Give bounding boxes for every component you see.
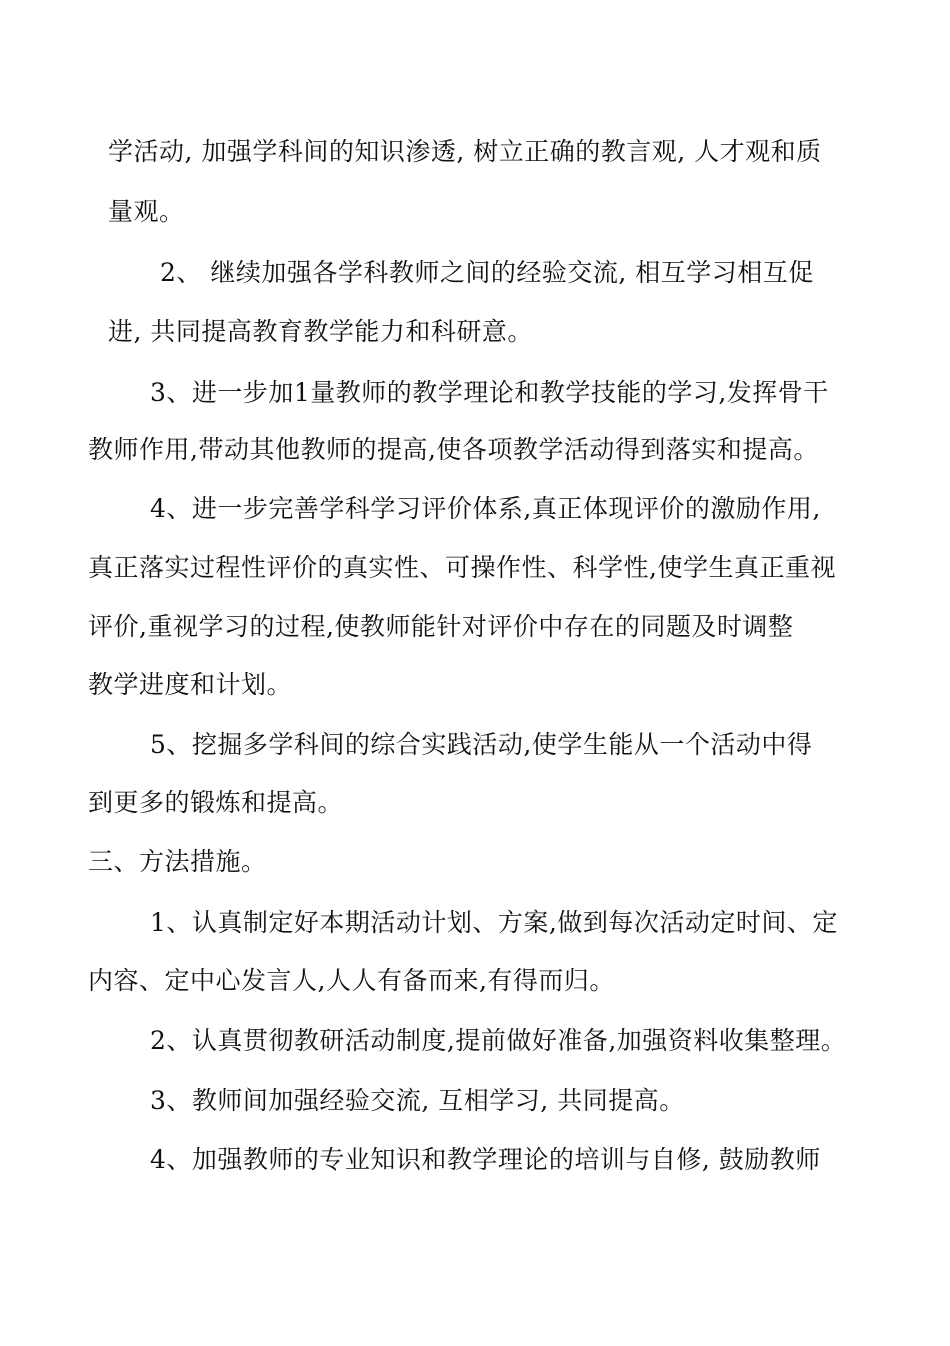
text-line: 量观。 [108,197,185,226]
text-line: 真正落实过程性评价的真实性、可操作性、科学性,使学生真正重视 [88,553,836,582]
text-line: 进, 共同提高教育教学能力和科研意。 [108,317,533,346]
text-line: 4、进一步完善学科学习评价体系,真正体现评价的激励作用, [150,494,821,523]
section-heading: 三、方法措施。 [88,847,267,876]
text-line: 3、教师间加强经验交流, 互相学习, 共同提高。 [150,1086,685,1115]
text-line: 学活动, 加强学科间的知识渗透, 树立正确的教言观, 人才观和质 [108,137,822,166]
text-line: 5、挖掘多学科间的综合实践活动,使学生能从一个活动中得 [150,730,813,759]
text-line: 2、认真贯彻教研活动制度,提前做好准备,加强资料收集整理。 [150,1026,847,1055]
text-line: 评价,重视学习的过程,使教师能针对评价中存在的同题及时调整 [88,612,794,641]
text-line: 教师作用,带动其他教师的提高,使各项教学活动得到落实和提高。 [88,435,819,464]
text-line: 3、进一步加1量教师的教学理论和教学技能的学习,发挥骨干 [150,378,829,407]
text-line: 4、加强教师的专业知识和教学理论的培训与自修, 鼓励教师 [150,1145,821,1174]
text-line: 到更多的锻炼和提高。 [88,788,344,817]
text-line: 教学进度和计划。 [88,670,293,699]
text-line: 内容、定中心发言人,人人有备而来,有得而归。 [88,966,615,995]
text-line: 1、认真制定好本期活动计划、方案,做到每次活动定时间、定 [150,908,838,937]
text-line: 2、 继续加强各学科教师之间的经验交流, 相互学习相互促 [160,258,814,287]
